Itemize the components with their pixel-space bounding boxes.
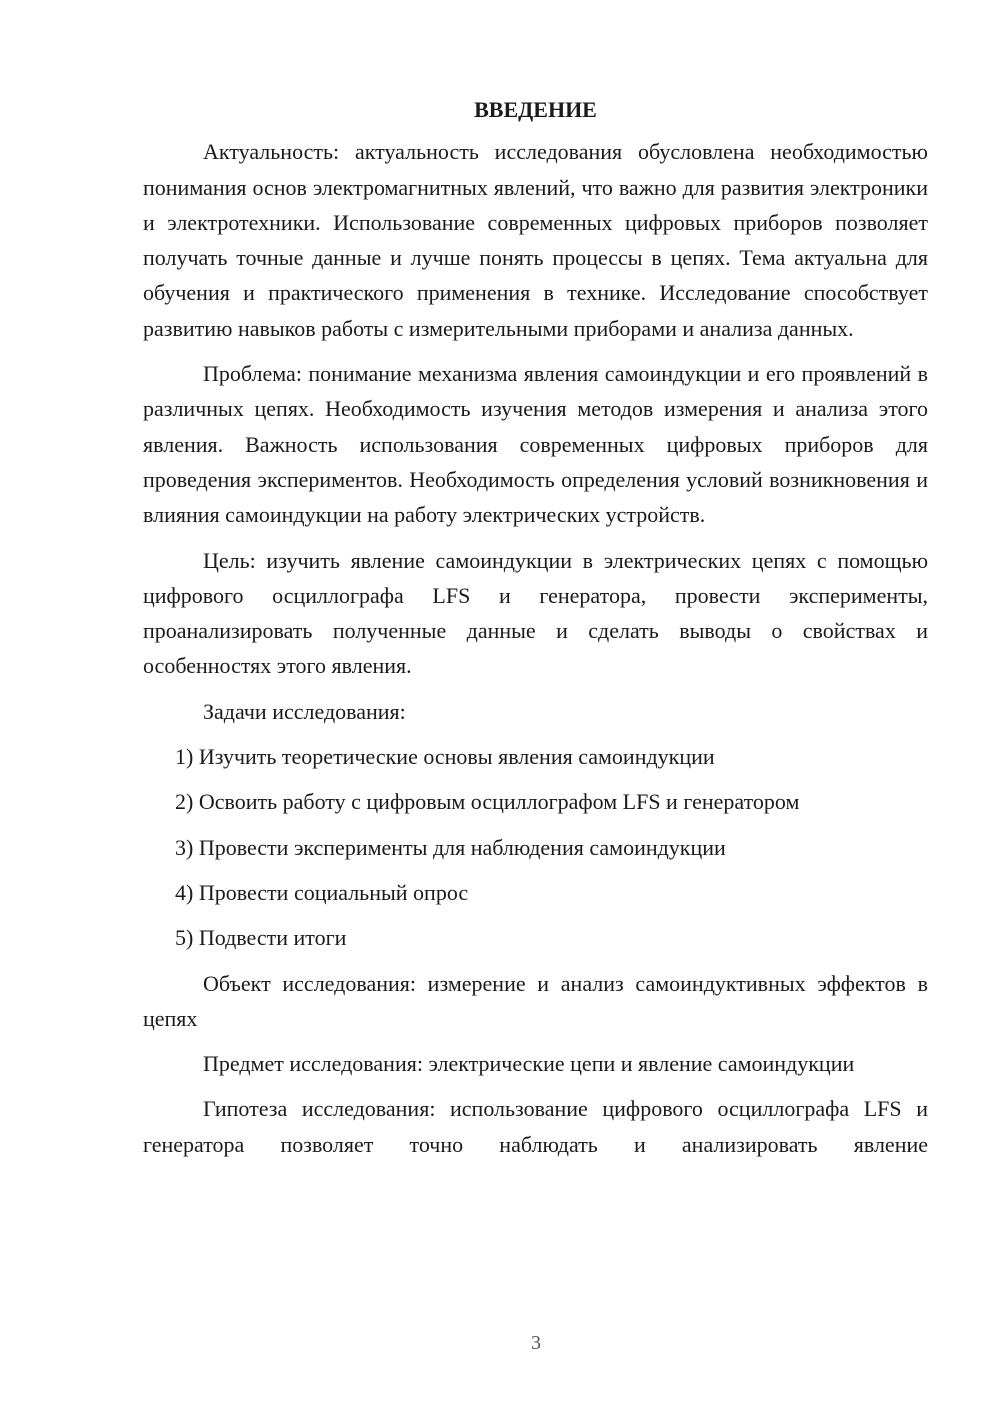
task-item: 3) Провести эксперименты для наблюдения самоиндукции [175, 834, 726, 860]
subject-paragraph: Предмет исследования: электрические цепи и явление самоиндукции [203, 1051, 855, 1077]
object-paragraph: Объект исследования: измерение и анализ самоиндуктивных эффектов в цепях [143, 970, 928, 1031]
hypothesis-paragraph: Гипотеза исследования: использование цифрового осциллографа LFS и генератора позволяет точно наблюдать и анализировать явление [143, 1096, 928, 1157]
tasks-label: Задачи исследования: [203, 698, 406, 724]
goal-paragraph: Цель: изучить явление самоиндукции в электрических цепях с помощью цифрового осциллографа LFS и генератора, провести эксперименты, проанализировать полученные данные и сделать выводы о свойствах и особенностях этого явления. [143, 547, 928, 679]
tasks-list [143, 739, 928, 955]
relevance-paragraph: Актуальность: актуальность исследования обусловлена необходимостью понимания основ электромагнитных явлений, что важно для развития электроники и электротехники. Использование современных цифровых приборов позволяет получать точные данные и лучше понять процессы в цепях. Тема актуальна для обучения и практического применения в технике. Исследование способствует развитию навыков работы с измерительными приборами и анализа данных. [143, 139, 928, 341]
task-item: 5) Подвести итоги [175, 925, 347, 951]
page-number: 3 [531, 1332, 541, 1354]
task-item: 2) Освоить работу с цифровым осциллографом LFS и генератором [175, 789, 800, 815]
task-item: 1) Изучить теоретические основы явления самоиндукции [175, 744, 715, 770]
section-heading: ВВЕДЕНИЕ [474, 97, 597, 122]
page-content [143, 92, 928, 1172]
problem-paragraph: Проблема: понимание механизма явления самоиндукции и его проявлений в различных цепях. Необходимость изучения методов измерения и анализа этого явления. Важность использования современных цифровых приборов для проведения экспериментов. Необходимость определения условий возникновения и влияния самоиндукции на работу электрических устройств. [143, 361, 928, 528]
task-item: 4) Провести социальный опрос [175, 879, 469, 905]
